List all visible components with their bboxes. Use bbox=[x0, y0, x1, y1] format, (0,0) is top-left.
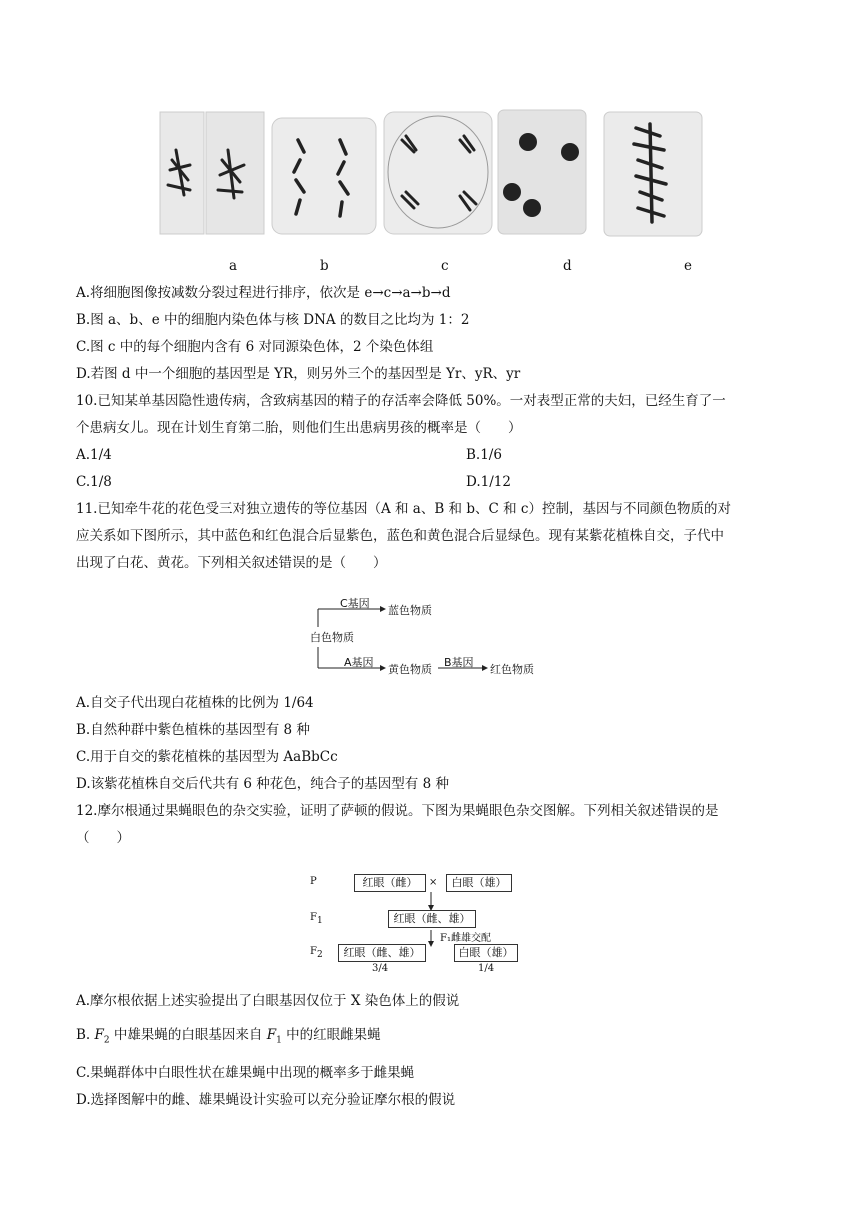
q10-option-c: C.1/8 bbox=[76, 474, 112, 490]
cross-symbol: × bbox=[429, 877, 438, 888]
cell-panel-c bbox=[384, 112, 492, 234]
f1-box: 红眼（雌、雄） bbox=[388, 910, 476, 928]
q12-option-c: C.果蝇群体中白眼性状在雄果蝇中出现的概率多于雌果蝇 bbox=[76, 1065, 415, 1081]
b-gene-label: B基因 bbox=[444, 656, 474, 669]
f1-generation-label: $F_1$ bbox=[310, 912, 323, 926]
q11-option-d: D.该紫花植株自交后代共有 6 种花色，纯合子的基因型有 8 种 bbox=[76, 776, 449, 792]
q12-option-a: A.摩尔根依据上述实验提出了白眼基因仅位于 X 染色体上的假说 bbox=[76, 993, 460, 1009]
cell-label-c: c bbox=[441, 258, 449, 274]
q10-option-a: A.1/4 bbox=[76, 447, 112, 463]
red-substance-label: 红色物质 bbox=[490, 663, 534, 676]
q12-stem-line2: （ ） bbox=[76, 830, 130, 846]
cell-panel-d bbox=[498, 110, 586, 234]
q11-stem-line1: 11.已知牵牛花的花色受三对独立遗传的等位基因（A 和 a、B 和 b、C 和 c）控制，基因与不同颜色物质的对 bbox=[76, 501, 731, 517]
q11-option-a: A.自交子代出现白花植株的比例为 1/64 bbox=[76, 695, 314, 711]
q12-stem-line1: 12.摩尔根通过果蝇眼色的杂交实验，证明了萨顿的假说。下图为果蝇眼色杂交图解。下列相关叙述错误的是 bbox=[76, 803, 719, 819]
cell-panel-b bbox=[272, 118, 376, 234]
ratio-left: 3/4 bbox=[372, 963, 389, 974]
cell-label-e: e bbox=[684, 258, 692, 274]
p-generation-label: P bbox=[310, 876, 317, 887]
q11-option-b: B.自然种群中紫色植株的基因型有 8 种 bbox=[76, 722, 310, 738]
white-substance-label: 白色物质 bbox=[310, 631, 354, 644]
q10-stem-line1: 10.已知某单基因隐性遗传病，含致病基因的精子的存活率会降低 50%。一对表型正常的夫妇，已经生育了一 bbox=[76, 393, 726, 409]
q10-option-b: B.1/6 bbox=[466, 447, 502, 463]
micrograph-svg bbox=[0, 0, 860, 250]
p-female-box: 红眼（雌） bbox=[354, 874, 426, 892]
cross-arrows bbox=[0, 880, 860, 1000]
f2-right-box: 白眼（雄） bbox=[454, 944, 518, 962]
q9-option-b: B.图 a、b、e 中的细胞内染色体与核 DNA 的数目之比均为 1：2 bbox=[76, 312, 470, 328]
a-gene-label: A基因 bbox=[344, 656, 374, 669]
f1-mating-note: F₁雌雄交配 bbox=[440, 933, 491, 944]
cell-label-b: b bbox=[320, 258, 329, 274]
ratio-right: 1/4 bbox=[478, 963, 495, 974]
q12-option-b: B. $F_2$ 中雄果蝇的白眼基因来自 $F_1$ 中的红眼雌果蝇 bbox=[76, 1027, 381, 1046]
cell-panel-e bbox=[604, 112, 702, 236]
cell-label-a: a bbox=[229, 258, 238, 274]
blue-substance-label: 蓝色物质 bbox=[388, 604, 432, 617]
c-gene-label: C基因 bbox=[340, 597, 370, 610]
p-male-box: 白眼（雄） bbox=[446, 874, 512, 892]
q10-option-d: D.1/12 bbox=[466, 474, 511, 490]
f2-left-box: 红眼（雌、雄） bbox=[338, 944, 426, 962]
cell-panel-a bbox=[160, 112, 264, 234]
q11-option-c: C.用于自交的紫花植株的基因型为 AaBbCc bbox=[76, 749, 338, 765]
f2-generation-label: $F_2$ bbox=[310, 946, 323, 960]
yellow-substance-label: 黄色物质 bbox=[388, 663, 432, 676]
q11-stem-line2: 应关系如下图所示，其中蓝色和红色混合后显紫色，蓝色和黄色混合后显绿色。现有某紫花植株自交，子代中 bbox=[76, 528, 724, 544]
q9-option-d: D.若图 d 中一个细胞的基因型是 YR，则另外三个的基因型是 Yr、yR、yr bbox=[76, 366, 521, 382]
q11-stem-line3: 出现了白花、黄花。下列相关叙述错误的是（ ） bbox=[76, 555, 387, 571]
q12-option-d: D.选择图解中的雌、雄果蝇设计实验可以充分验证摩尔根的假说 bbox=[76, 1092, 456, 1108]
q9-option-a: A.将细胞图像按减数分裂过程进行排序，依次是 e→c→a→b→d bbox=[76, 285, 451, 301]
cell-label-d: d bbox=[563, 258, 572, 274]
q9-option-c: C.图 c 中的每个细胞内含有 6 对同源染色体，2 个染色体组 bbox=[76, 339, 434, 355]
q10-stem-line2: 个患病女儿。现在计划生育第二胎，则他们生出患病男孩的概率是（ ） bbox=[76, 420, 522, 436]
